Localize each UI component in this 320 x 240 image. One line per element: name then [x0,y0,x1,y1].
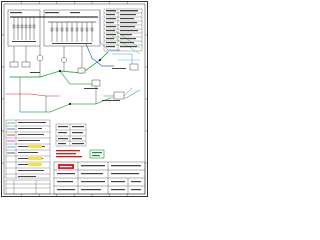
panel-symbol-b [22,62,30,67]
node-point-3 [69,103,71,105]
junction-box [78,68,85,73]
electrical-schematic-sheet [0,0,149,198]
device-box-far-right [130,64,138,70]
company-logo [58,164,74,169]
node-point-2 [99,59,101,61]
device-box-mid [92,80,100,86]
panel-symbol-a [10,62,18,67]
node-point-1 [59,70,61,72]
device-box-right [114,92,124,99]
transformer-symbol [37,55,43,61]
motor-symbol [62,58,67,63]
